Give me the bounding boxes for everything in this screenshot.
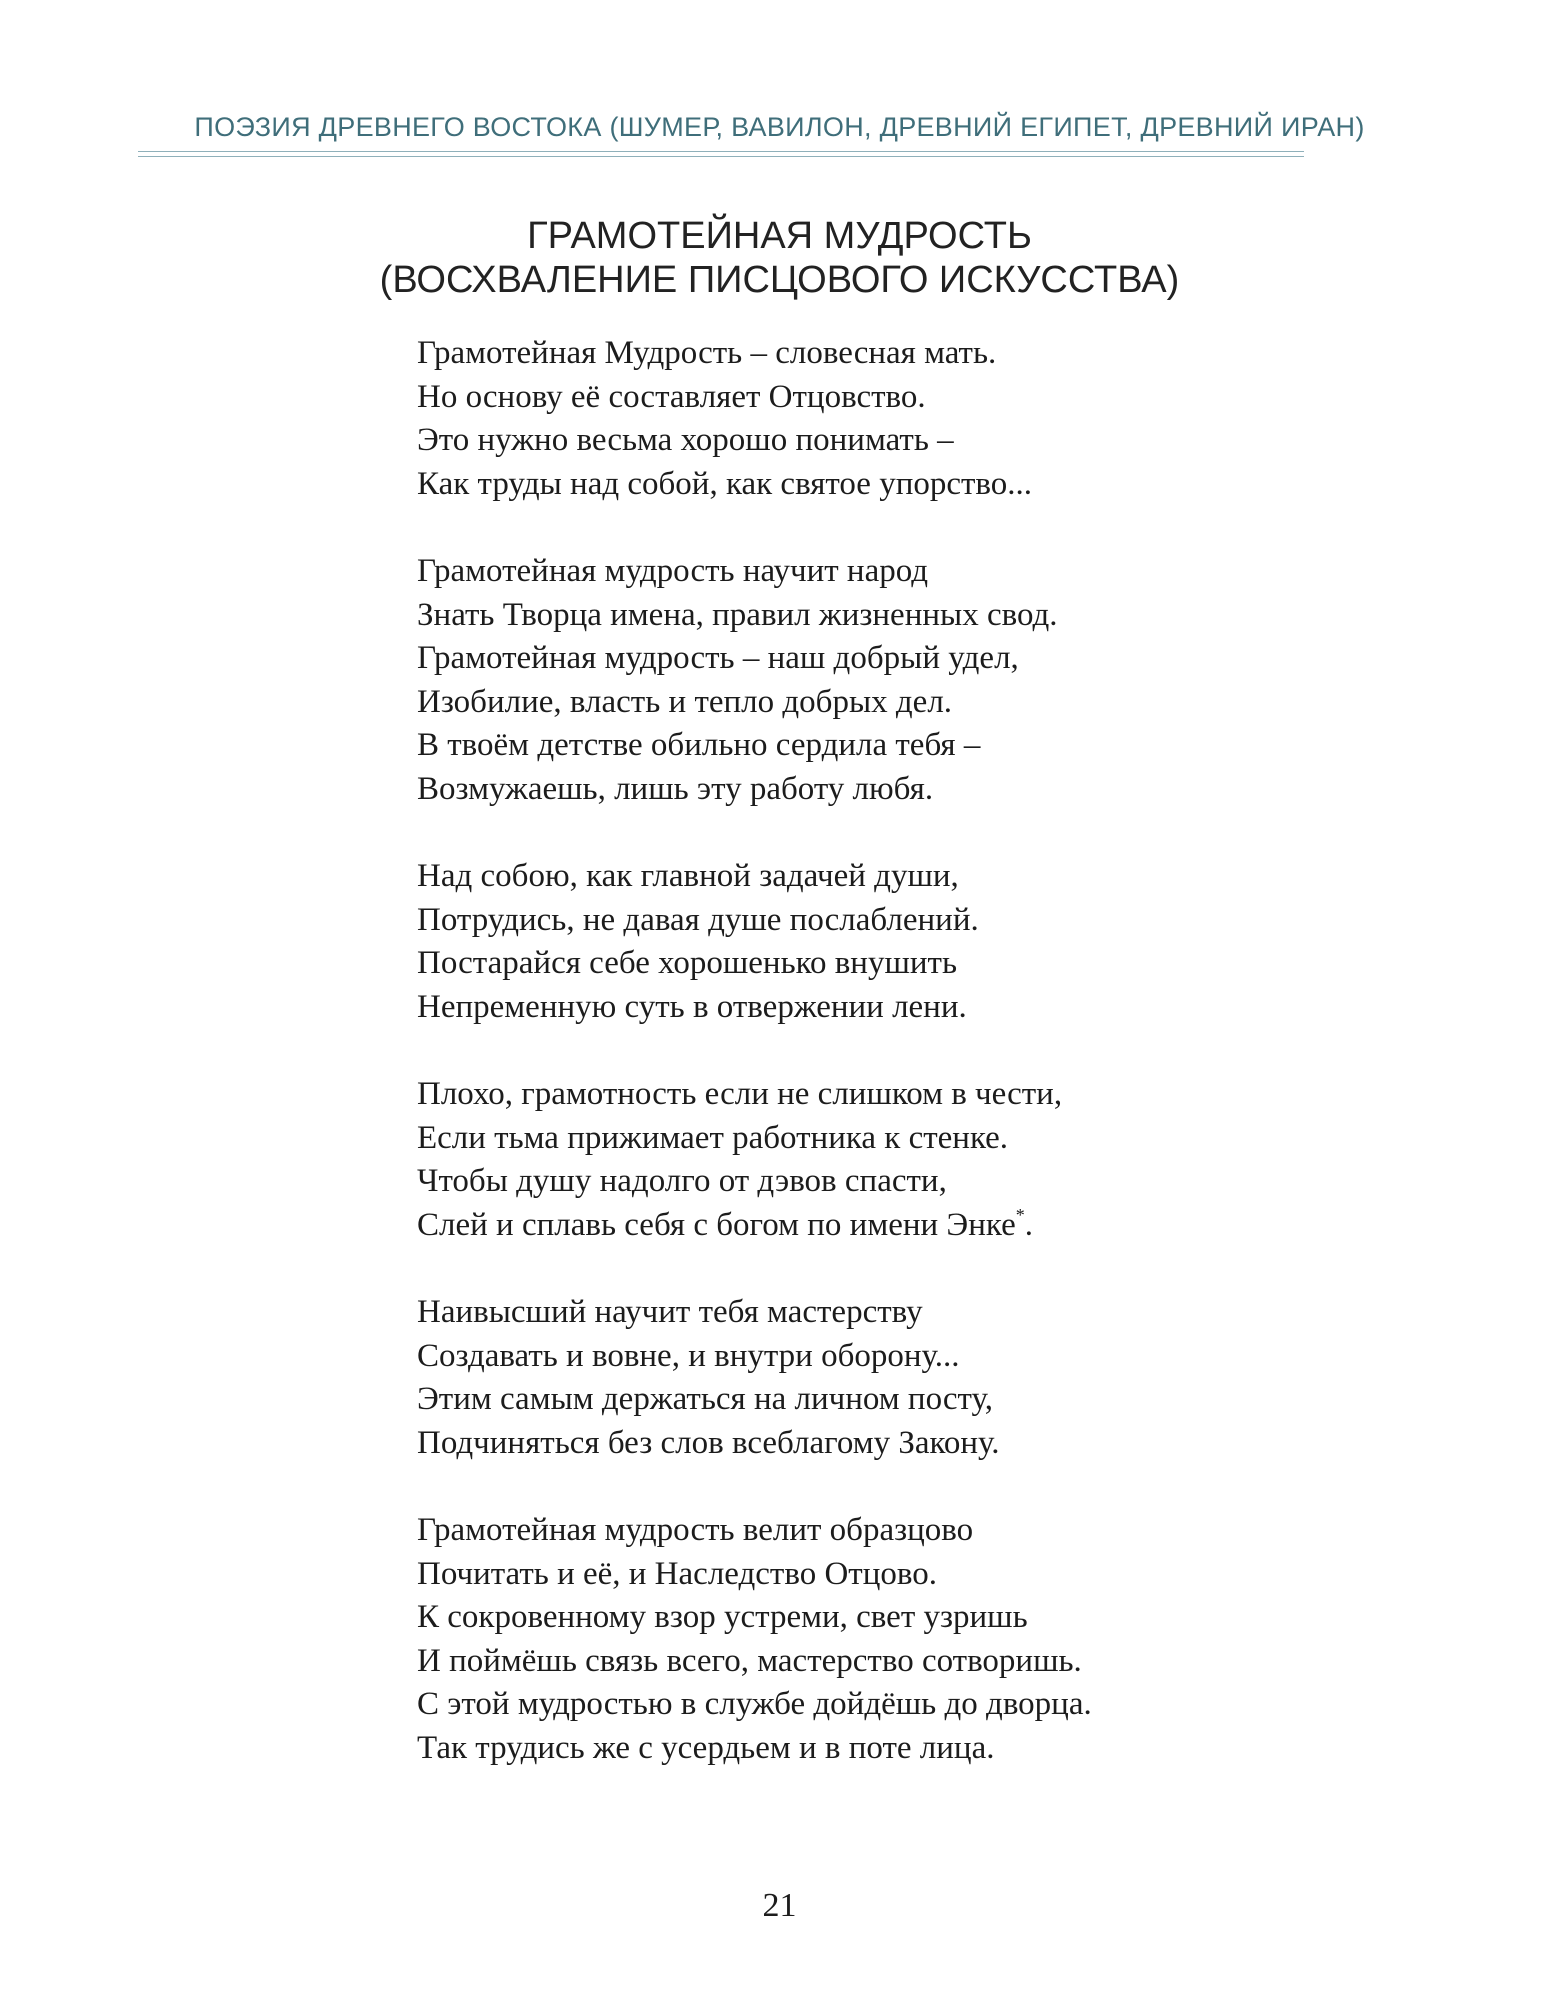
poem-line-with-footnote (417, 1204, 1092, 1248)
header-rule-bottom (138, 156, 1304, 157)
poem-line: Это нужно весьма хорошо понимать – (417, 422, 954, 458)
poem-line: Грамотейная мудрость – наш добрый удел, (417, 640, 1019, 676)
poem-line: Непременную суть в отвержении лени. (417, 988, 967, 1025)
poem-line: Грамотейная Мудрость – словесная мать. (417, 335, 997, 371)
line-end-punct: . (1024, 1206, 1033, 1243)
page-number: 21 (762, 1887, 797, 1924)
poem-line: Почитать и её, и Наследство Отцово. (417, 1555, 937, 1592)
poem-line: Знать Творца имена, правил жизненных свод. (417, 596, 1058, 633)
header-rule-top (138, 151, 1304, 152)
poem-line: С этой мудростью в службе дойдёшь до дворца. (417, 1686, 1092, 1722)
poem-line: Но основу её составляет Отцовство. (417, 378, 926, 415)
poem-line: Если тьма прижимает работника к стенке. (417, 1119, 1009, 1156)
stanza-3 (417, 855, 1092, 1029)
poem-line-text: Слей и сплавь себя с богом по имени Энке (417, 1206, 1016, 1243)
stanza-6 (417, 1509, 1092, 1770)
poem-line: Возмужаешь, лишь эту работу любя. (417, 770, 934, 807)
poem-subtitle: (ВОСХВАЛЕНИЕ ПИСЦОВОГО ИСКУССТВА) (379, 259, 1180, 301)
stanza-2 (417, 550, 1092, 811)
poem-line: Потрудись, не давая душе послаблений. (417, 901, 979, 938)
poem-line: Создавать и вовне, и внутри оборону... (417, 1337, 960, 1374)
poem-body (417, 332, 1092, 1770)
poem-line: Наивысший научит тебя мастерству (417, 1294, 923, 1330)
poem-line: Над собою, как главной задачей души, (417, 858, 959, 894)
poem-title (0, 214, 1559, 302)
poem-line: И поймёшь связь всего, мастерство сотворишь. (417, 1642, 1082, 1679)
poem-line: Грамотейная мудрость велит образцово (417, 1512, 974, 1548)
poem-title-line-1: ГРАМОТЕЙНАЯ МУДРОСТЬ (527, 215, 1032, 257)
stanza-4 (417, 1073, 1092, 1247)
poem-line: Чтобы душу надолго от дэвов спасти, (417, 1163, 947, 1199)
poem-line: Так трудись же с усердьем и в поте лица. (417, 1729, 995, 1766)
poem-line: Постарайся себе хорошенько внушить (417, 945, 958, 981)
poem-line: Как труды над собой, как святое упорство... (417, 465, 1033, 502)
poem-line: Плохо, грамотность если не слишком в чести, (417, 1076, 1063, 1112)
poem-line: Этим самым держаться на личном посту, (417, 1381, 993, 1417)
footnote-marker[interactable]: * (1015, 1204, 1025, 1225)
poem-line: В твоём детстве обильно сердила тебя – (417, 727, 981, 763)
poem-line: Грамотейная мудрость научит народ (417, 553, 929, 589)
stanza-5 (417, 1291, 1092, 1465)
poem-line: К сокровенному взор устреми, свет узришь (417, 1599, 1028, 1635)
stanza-1 (417, 332, 1092, 506)
poem-line: Подчиняться без слов всеблагому Закону. (417, 1424, 1000, 1461)
running-head: ПОЭЗИЯ ДРЕВНЕГО ВОСТОКА (ШУМЕР, ВАВИЛОН, ДРЕВНИЙ ЕГИПЕТ, ДРЕВНИЙ ИРАН) (194, 112, 1365, 142)
poem-line: Изобилие, власть и тепло добрых дел. (417, 683, 953, 720)
